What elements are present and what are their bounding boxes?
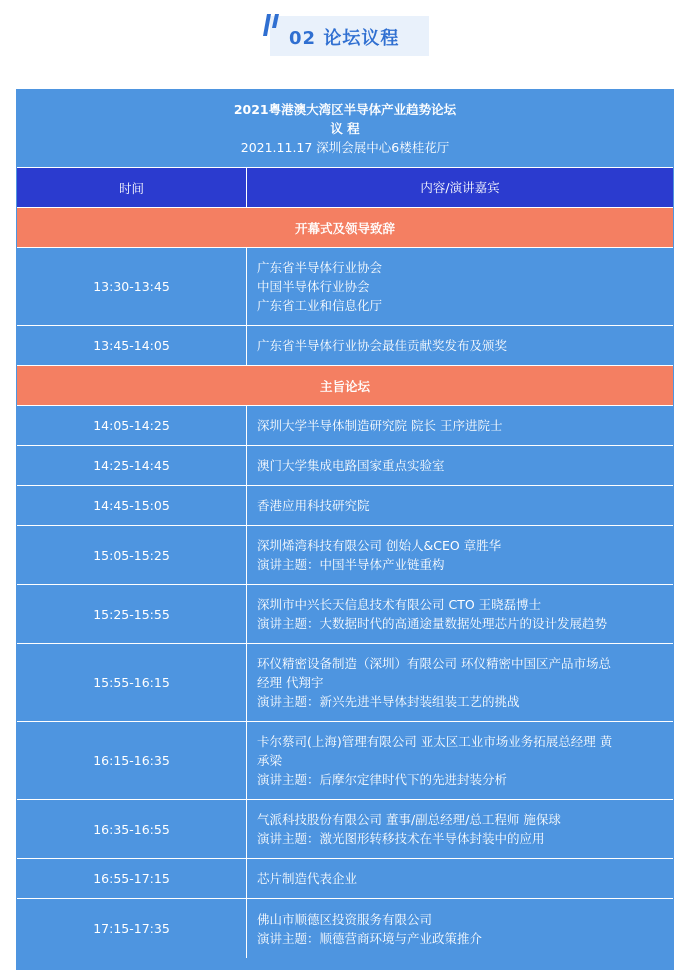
content-cell — [257, 722, 663, 799]
content-line: 演讲主题：新兴先进半导体封装组装工艺的挑战 — [257, 694, 520, 709]
time-cell: 14:05-14:25 — [17, 406, 247, 445]
time-cell: 13:45-14:05 — [17, 326, 247, 365]
content-line: 澳门大学集成电路国家重点实验室 — [257, 458, 445, 473]
content-cell — [257, 446, 663, 485]
time-cell: 14:25-14:45 — [17, 446, 247, 485]
table-row — [17, 899, 673, 958]
date-venue: 2021.11.17 深圳会展中心6楼桂花厅 — [240, 140, 450, 155]
time-cell: 17:15-17:35 — [17, 899, 247, 958]
agenda-table — [17, 90, 673, 970]
content-line: 深圳烯湾科技有限公司 创始人&CEO 章胜华 — [257, 538, 502, 553]
table-row — [17, 585, 673, 644]
section-label: 主旨论坛 — [319, 378, 370, 394]
table-row — [17, 326, 673, 366]
table-row — [17, 406, 673, 446]
content-cell — [257, 406, 663, 445]
time-cell: 13:30-13:45 — [17, 248, 247, 325]
content-column-header: 内容/演讲嘉宾 — [420, 180, 500, 195]
table-row — [17, 486, 673, 526]
event-name: 2021粤港澳大湾区半导体产业趋势论坛 — [233, 102, 457, 117]
time-cell: 15:05-15:25 — [17, 526, 247, 584]
content-line: 演讲主题：后摩尔定律时代下的先进封装分析 — [257, 772, 508, 787]
content-cell — [257, 326, 663, 365]
table-row — [17, 859, 673, 899]
table-row — [17, 800, 673, 859]
time-cell: 16:55-17:15 — [17, 859, 247, 898]
table-row — [17, 722, 673, 800]
section-row-opening — [17, 208, 673, 248]
content-line: 环仪精密设备制造（深圳）有限公司 环仪精密中国区产品市场总 — [257, 656, 611, 671]
section-title: 02 论坛议程 — [289, 28, 400, 49]
content-cell — [257, 644, 663, 721]
content-cell — [257, 486, 663, 525]
content-cell — [257, 859, 663, 898]
content-line: 香港应用科技研究院 — [257, 498, 370, 513]
table-row — [17, 526, 673, 585]
time-cell: 16:15-16:35 — [17, 722, 247, 799]
time-cell: 15:25-15:55 — [17, 585, 247, 643]
content-line: 深圳大学半导体制造研究院 院长 王序进院士 — [257, 418, 503, 433]
content-cell — [257, 800, 663, 858]
content-line: 深圳市中兴长天信息技术有限公司 CTO 王晓磊博士 — [257, 597, 542, 612]
content-cell — [257, 248, 663, 325]
content-line: 广东省半导体行业协会最佳贡献奖发布及颁奖 — [257, 338, 508, 353]
table-row — [17, 248, 673, 326]
content-cell — [257, 899, 663, 958]
content-line: 中国半导体行业协会 — [257, 279, 370, 294]
content-cell — [257, 526, 663, 584]
content-cell — [257, 585, 663, 643]
section-label: 开幕式及领导致辞 — [294, 220, 395, 236]
section-badge — [262, 14, 429, 56]
content-line: 广东省半导体行业协会 — [257, 260, 383, 275]
agenda-subtitle: 议 程 — [330, 121, 360, 136]
time-cell: 14:45-15:05 — [17, 486, 247, 525]
time-column-header: 时间 — [17, 168, 247, 207]
content-line: 佛山市顺德区投资服务有限公司 — [257, 911, 433, 927]
slash-mark-icon — [262, 14, 282, 38]
content-line: 演讲主题：大数据时代的高通途量数据处理芯片的设计发展趋势 — [257, 616, 608, 631]
content-line: 气派科技股份有限公司 董事/副总经理/总工程师 施保球 — [257, 812, 561, 827]
agenda-header — [17, 90, 673, 168]
content-line: 承梁 — [257, 753, 283, 768]
content-line: 广东省工业和信息化厅 — [257, 298, 383, 313]
content-line: 卡尔蔡司(上海)管理有限公司 亚太区工业市场业务拓展总经理 黄 — [257, 734, 613, 749]
table-row — [17, 446, 673, 486]
time-cell: 16:35-16:55 — [17, 800, 247, 858]
content-line: 经理 代翔宇 — [257, 675, 324, 690]
content-line: 演讲主题：激光图形转移技术在半导体封装中的应用 — [257, 831, 545, 846]
content-line: 芯片制造代表企业 — [257, 871, 358, 886]
section-row-keynote — [17, 366, 673, 406]
time-cell: 15:55-16:15 — [17, 644, 247, 721]
content-line: 演讲主题：顺德营商环境与产业政策推介 — [257, 930, 483, 946]
table-row — [17, 644, 673, 722]
column-header-row — [17, 168, 673, 208]
content-line: 演讲主题：中国半导体产业链重构 — [257, 557, 445, 572]
